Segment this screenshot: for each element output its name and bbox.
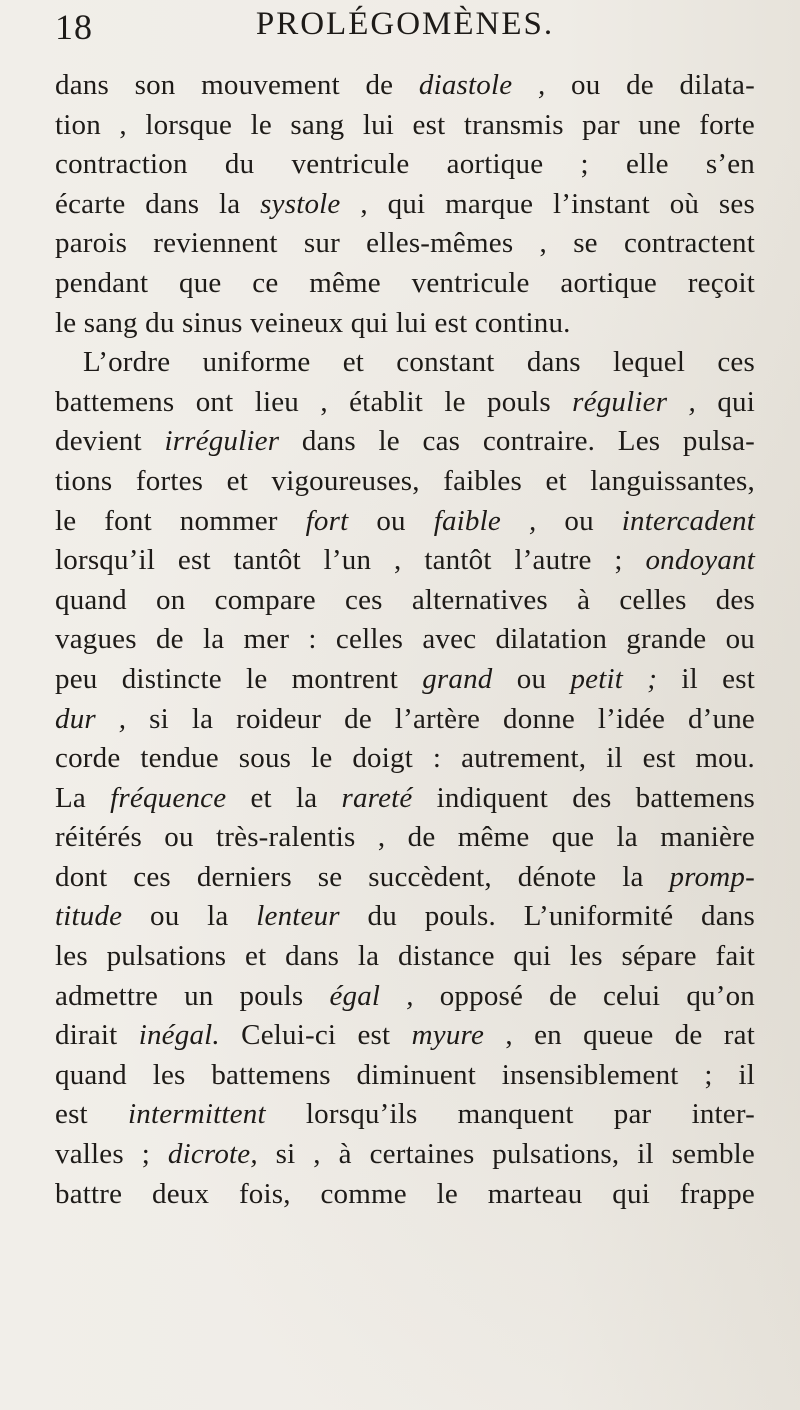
text-run: tions fortes et vigoureuses, faibles et languissantes,: [55, 464, 755, 497]
text-run: opposé de celui qu’on: [413, 979, 755, 1012]
text-line: [55, 818, 755, 858]
text-run: lorsqu’ils manquent par inter-: [265, 1098, 755, 1131]
text-run: écarte dans la: [55, 187, 261, 220]
italic-term: diastole ,: [418, 69, 546, 101]
text-run: battre deux fois, comme le marteau qui frappe: [55, 1177, 755, 1210]
text-run: il est: [657, 662, 755, 695]
text-run: contraction du ventricule aortique ; elle s’en: [55, 148, 755, 181]
text-line: [55, 1175, 755, 1215]
text-run: lorsqu’il est tantôt l’un , tantôt l’autre ;: [55, 544, 646, 577]
text-line: [55, 462, 755, 502]
text-run: battemens ont lieu , établit le pouls: [55, 385, 573, 418]
page-header: [55, 6, 755, 56]
text-run: dont ces derniers se succèdent, dénote la: [55, 860, 670, 893]
text-line: [55, 422, 755, 462]
text-run: ou: [492, 662, 571, 695]
italic-term: faible ,: [433, 504, 537, 537]
italic-term: ondoyant: [645, 544, 755, 577]
italic-term: fréquence: [110, 781, 227, 814]
text-run: si , à certaines pulsations, il semble: [257, 1138, 755, 1171]
text-line: [55, 1095, 755, 1135]
text-line: [55, 1016, 755, 1056]
text-line: [55, 739, 755, 779]
text-run: quand les battemens diminuent insensiblement ; il: [55, 1058, 755, 1091]
italic-term: fort: [305, 504, 349, 537]
text-run: pendant que ce même ventricule aortique reçoit: [55, 266, 755, 299]
italic-term: dur ,: [55, 702, 127, 735]
text-run: ou la: [122, 900, 257, 933]
text-line: [55, 185, 755, 225]
text-line: [55, 700, 755, 740]
text-run: admettre un pouls: [55, 979, 330, 1012]
text-line: [55, 541, 755, 581]
italic-term: intercadent: [621, 504, 755, 537]
text-line: [55, 660, 755, 700]
text-run: devient: [55, 425, 165, 458]
text-run: valles ;: [55, 1138, 168, 1171]
text-run: indiquent des battemens: [412, 781, 755, 814]
italic-term: intermittent: [128, 1098, 266, 1131]
italic-term: rareté: [341, 781, 413, 814]
italic-term: égal ,: [329, 979, 414, 1012]
text-line: [55, 937, 755, 977]
italic-term: lenteur: [256, 900, 340, 933]
text-run: du pouls. L’uniformité dans: [339, 900, 755, 933]
text-line: [55, 264, 755, 304]
text-line: [55, 897, 755, 937]
italic-term: myure: [411, 1019, 485, 1052]
text-run: ou: [348, 504, 434, 537]
text-line: [55, 581, 755, 621]
text-run: tion , lorsque le sang lui est transmis par une forte: [55, 108, 755, 141]
italic-term: titude: [55, 900, 123, 933]
text-line: [55, 106, 755, 146]
text-run: et la: [226, 781, 342, 814]
text-line: [55, 1056, 755, 1096]
italic-term: inégal.: [138, 1019, 220, 1052]
text-run: qui: [696, 385, 755, 418]
text-line: [55, 343, 755, 383]
text-line: [55, 977, 755, 1017]
italic-term: petit ;: [570, 662, 658, 695]
text-run: vagues de la mer : celles avec dilatation grande ou: [55, 623, 755, 656]
text-line: [55, 66, 755, 106]
italic-term: grand: [422, 662, 493, 695]
text-run: réitérés ou très-ralentis , de même que la manière: [55, 821, 755, 854]
italic-term: régulier ,: [572, 385, 696, 418]
italic-term: irrégulier: [164, 425, 280, 458]
text-run: , en queue de rat: [484, 1019, 755, 1052]
text-run: est: [55, 1098, 128, 1131]
text-line: [55, 858, 755, 898]
text-line: [55, 304, 755, 344]
text-run: parois reviennent sur elles-mêmes , se contractent: [55, 227, 755, 260]
running-title: PROLÉGOMÈNES.: [255, 6, 555, 42]
italic-term: dicrote,: [167, 1138, 258, 1171]
text-run: dans le cas contraire. Les pulsa-: [279, 425, 755, 458]
text-run: si la roideur de l’artère donne l’idée d’une: [126, 702, 755, 735]
text-run: L’ordre uniforme et constant dans lequel ces: [83, 346, 755, 379]
body-text: [55, 66, 755, 1214]
text-run: dirait: [55, 1019, 139, 1052]
text-line: [55, 502, 755, 542]
text-run: le font nommer: [55, 504, 306, 537]
page-number: 18: [55, 7, 93, 47]
text-run: peu distincte le montrent: [55, 662, 423, 695]
text-line: [55, 224, 755, 264]
text-run: corde tendue sous le doigt : autrement, il est mou.: [55, 742, 755, 775]
text-run: La: [55, 781, 111, 814]
text-line: [55, 145, 755, 185]
italic-term: systole: [260, 187, 341, 220]
text-line: [55, 779, 755, 819]
text-line: [55, 620, 755, 660]
text-run: dans son mouvement de: [55, 69, 419, 101]
italic-term: promp-: [669, 860, 755, 893]
text-run: quand on compare ces alternatives à celles des: [55, 583, 755, 616]
text-run: ou: [536, 504, 622, 537]
text-line: [55, 383, 755, 423]
text-run: les pulsations et dans la distance qui les sépare fait: [55, 940, 755, 973]
text-run: le sang du sinus veineux qui lui est continu.: [55, 306, 571, 339]
text-run: Celui-ci est: [219, 1019, 412, 1052]
text-line: [55, 1135, 755, 1175]
text-run: , qui marque l’instant où ses: [340, 187, 755, 220]
text-run: ou de dilata-: [545, 69, 755, 101]
